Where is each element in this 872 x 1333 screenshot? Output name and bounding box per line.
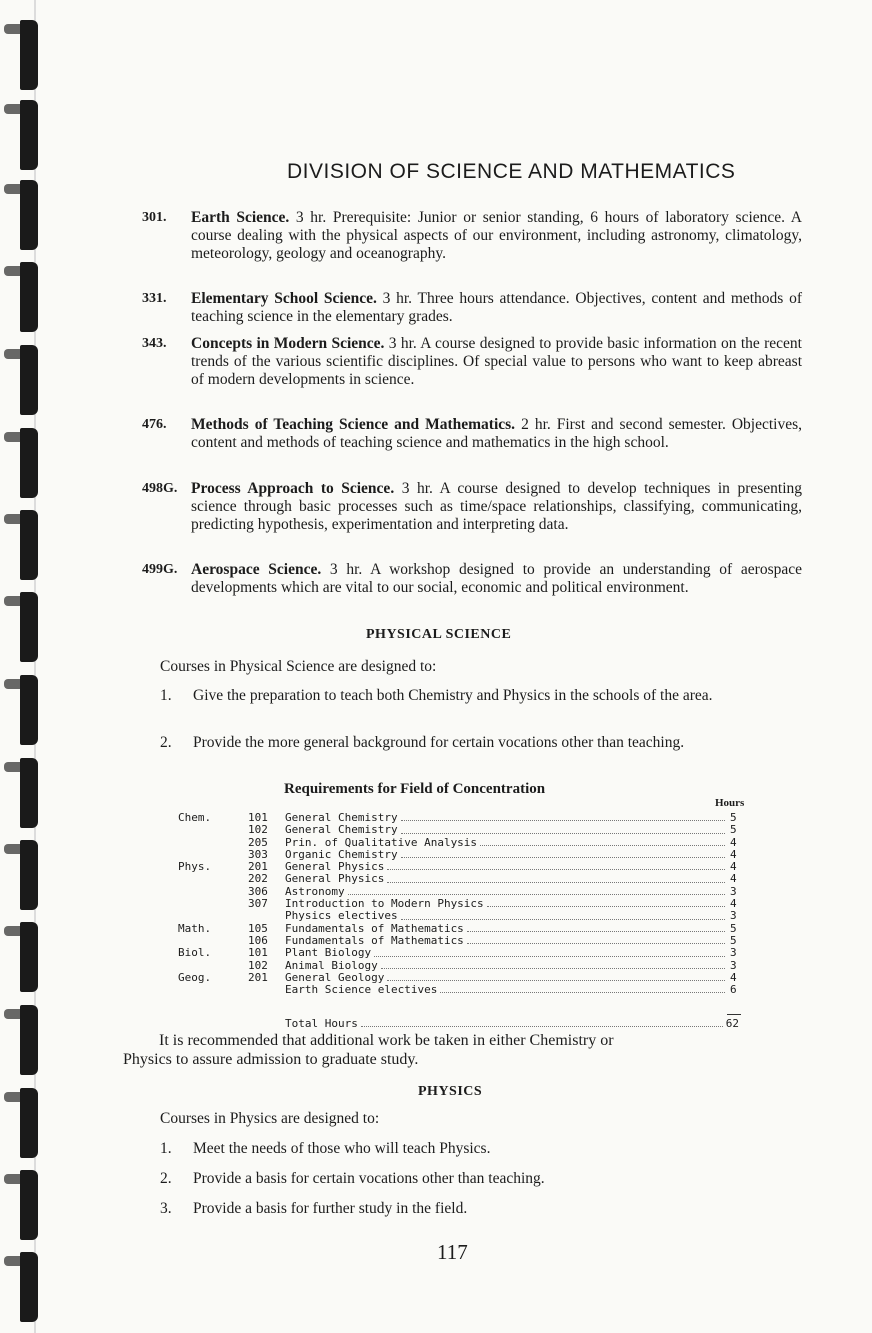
table-row <box>178 873 740 885</box>
course-name-cell: Animal Biology <box>285 958 378 972</box>
hours-cell: 5 <box>730 823 737 837</box>
hours-cell: 3 <box>730 884 737 898</box>
course-331 <box>142 290 802 326</box>
dept-cell: Geog. <box>178 970 212 984</box>
course-499g <box>142 561 802 597</box>
course-number: 301. <box>142 210 167 225</box>
course-name-cell: Earth Science electives <box>285 983 438 997</box>
list-text: Provide a basis for further study in the field. <box>193 1200 468 1217</box>
course-description: 3 hr. Three hours attendance. Objectives, content and methods of teaching science in the elementary grades. <box>191 290 802 325</box>
hours-cell: 3 <box>730 958 737 972</box>
dept-cell: Phys. <box>178 860 212 874</box>
course-name-cell: Fundamentals of Mathematics <box>285 933 464 947</box>
course-num-cell: 303 <box>248 847 268 861</box>
course-name-cell: Plant Biology <box>285 946 372 960</box>
hours-cell: 6 <box>730 983 737 997</box>
list-item <box>160 687 800 705</box>
course-name-cell: General Physics <box>285 860 385 874</box>
course-num-cell: 202 <box>248 872 268 886</box>
hours-cell: 3 <box>730 909 737 923</box>
list-number: 1. <box>160 1140 172 1157</box>
total-rule <box>727 1014 741 1015</box>
course-name-cell: General Geology <box>285 970 385 984</box>
course-name-cell: Astronomy <box>285 884 345 898</box>
course-498g <box>142 480 802 534</box>
course-number: 498G. <box>142 481 178 496</box>
list-text: Give the preparation to teach both Chemistry and Physics in the schools of the area. <box>193 687 713 704</box>
hours-cell: 4 <box>730 847 737 861</box>
course-number: 499G. <box>142 562 178 577</box>
list-text: Provide a basis for certain vocations other than teaching. <box>193 1170 545 1187</box>
course-number: 343. <box>142 336 167 351</box>
course-476 <box>142 416 802 452</box>
course-description: 3 hr. A workshop designed to provide an understanding of aerospace developments which are vital to our social, economic and political environment. <box>191 561 802 596</box>
course-301 <box>142 209 802 263</box>
hours-cell: 4 <box>730 897 737 911</box>
course-num-cell: 101 <box>248 811 268 824</box>
course-name: Methods of Teaching Science and Mathematics. <box>191 416 516 433</box>
hours-cell: 4 <box>730 872 737 886</box>
physics-heading: PHYSICS <box>418 1084 483 1099</box>
course-name-cell: General Physics <box>285 872 385 886</box>
list-number: 1. <box>160 687 172 704</box>
table-row <box>178 947 740 959</box>
course-num-cell: 102 <box>248 823 268 837</box>
table-row <box>178 898 740 910</box>
course-num-cell: 201 <box>248 860 268 874</box>
course-name-cell: Physics electives <box>285 909 398 923</box>
hours-cell: 4 <box>730 860 737 874</box>
requirements-title: Requirements for Field of Concentration <box>284 781 546 797</box>
course-name-cell: Fundamentals of Mathematics <box>285 921 464 935</box>
list-item <box>160 1140 800 1158</box>
course-name: Aerospace Science. <box>191 561 322 578</box>
list-item <box>160 1170 800 1188</box>
physical-science-intro: Courses in Physical Science are designed to: <box>160 658 437 675</box>
course-number: 331. <box>142 291 167 306</box>
course-description: 3 hr. A course designed to develop techniques in presenting science through basic processes such as time/space relationships, classifying, communicating, predicting hypothesis, experimentation and interpreting data. <box>191 480 803 533</box>
list-text: Meet the needs of those who will teach Physics. <box>193 1140 491 1157</box>
course-description: 3 hr. Prerequisite: Junior or senior standing, 6 hours of laboratory science. A course dealing with the physical aspects of our environment, including astronomy, climatology, meteorology, geology and oceanography. <box>191 209 802 262</box>
list-number: 2. <box>160 734 172 751</box>
dept-cell: Chem. <box>178 811 212 824</box>
course-name: Concepts in Modern Science. <box>191 335 385 352</box>
course-343 <box>142 335 802 389</box>
table-row <box>178 984 740 996</box>
hours-cell: 3 <box>730 946 737 960</box>
recommendation-text <box>123 1031 799 1069</box>
hours-cell: 4 <box>730 970 737 984</box>
course-num-cell: 105 <box>248 921 268 935</box>
total-hours-label: Total Hours <box>285 1017 358 1030</box>
course-num-cell: 205 <box>248 835 268 849</box>
course-num-cell: 101 <box>248 946 268 960</box>
list-item <box>160 734 800 752</box>
physical-science-heading: PHYSICAL SCIENCE <box>366 627 512 642</box>
page-number: 117 <box>437 1240 468 1264</box>
course-num-cell: 306 <box>248 884 268 898</box>
table-row <box>178 824 740 836</box>
hours-cell: 5 <box>730 933 737 947</box>
course-name: Elementary School Science. <box>191 290 377 307</box>
list-text: Provide the more general background for certain vocations other than teaching. <box>193 734 685 751</box>
course-name-cell: General Chemistry <box>285 811 398 824</box>
physics-intro: Courses in Physics are designed to: <box>160 1110 380 1127</box>
dept-cell: Biol. <box>178 946 212 960</box>
course-num-cell: 307 <box>248 897 268 911</box>
total-hours-value: 62 <box>725 1017 739 1030</box>
course-name-cell: Prin. of Qualitative Analysis <box>285 835 478 849</box>
list-number: 3. <box>160 1200 172 1217</box>
recommendation-line-1: It is recommended that additional work be taken in either Chemistry or <box>159 1032 614 1049</box>
hours-column-header: Hours <box>715 797 745 809</box>
table-row <box>178 972 740 984</box>
course-num-cell: 102 <box>248 958 268 972</box>
course-name-cell: Organic Chemistry <box>285 847 398 861</box>
course-description: 2 hr. First and second semester. Objectives, content and methods of teaching science and mathematics in the high school. <box>191 416 802 451</box>
list-number: 2. <box>160 1170 172 1187</box>
hours-cell: 5 <box>730 811 737 824</box>
hours-cell: 5 <box>730 921 737 935</box>
table-row <box>178 910 740 922</box>
requirements-table <box>178 812 740 996</box>
hours-cell: 4 <box>730 835 737 849</box>
list-item <box>160 1200 800 1218</box>
course-name-cell: Introduction to Modern Physics <box>285 897 484 911</box>
course-number: 476. <box>142 417 167 432</box>
course-num-cell: 106 <box>248 933 268 947</box>
page-title: DIVISION OF SCIENCE AND MATHEMATICS <box>287 160 736 183</box>
total-hours-row <box>285 1017 739 1030</box>
course-num-cell: 201 <box>248 970 268 984</box>
course-name: Process Approach to Science. <box>191 480 395 497</box>
course-name: Earth Science. <box>191 209 290 226</box>
course-name-cell: General Chemistry <box>285 823 398 837</box>
table-row <box>178 960 740 972</box>
dept-cell: Math. <box>178 921 212 935</box>
spiral-binding <box>0 0 44 1333</box>
course-description: 3 hr. A course designed to provide basic information on the recent trends of the various scientific disciplines. Of special value to persons who want to keep abreast of modern developments in science. <box>191 335 802 388</box>
recommendation-line-2: Physics to assure admission to graduate study. <box>123 1051 419 1068</box>
